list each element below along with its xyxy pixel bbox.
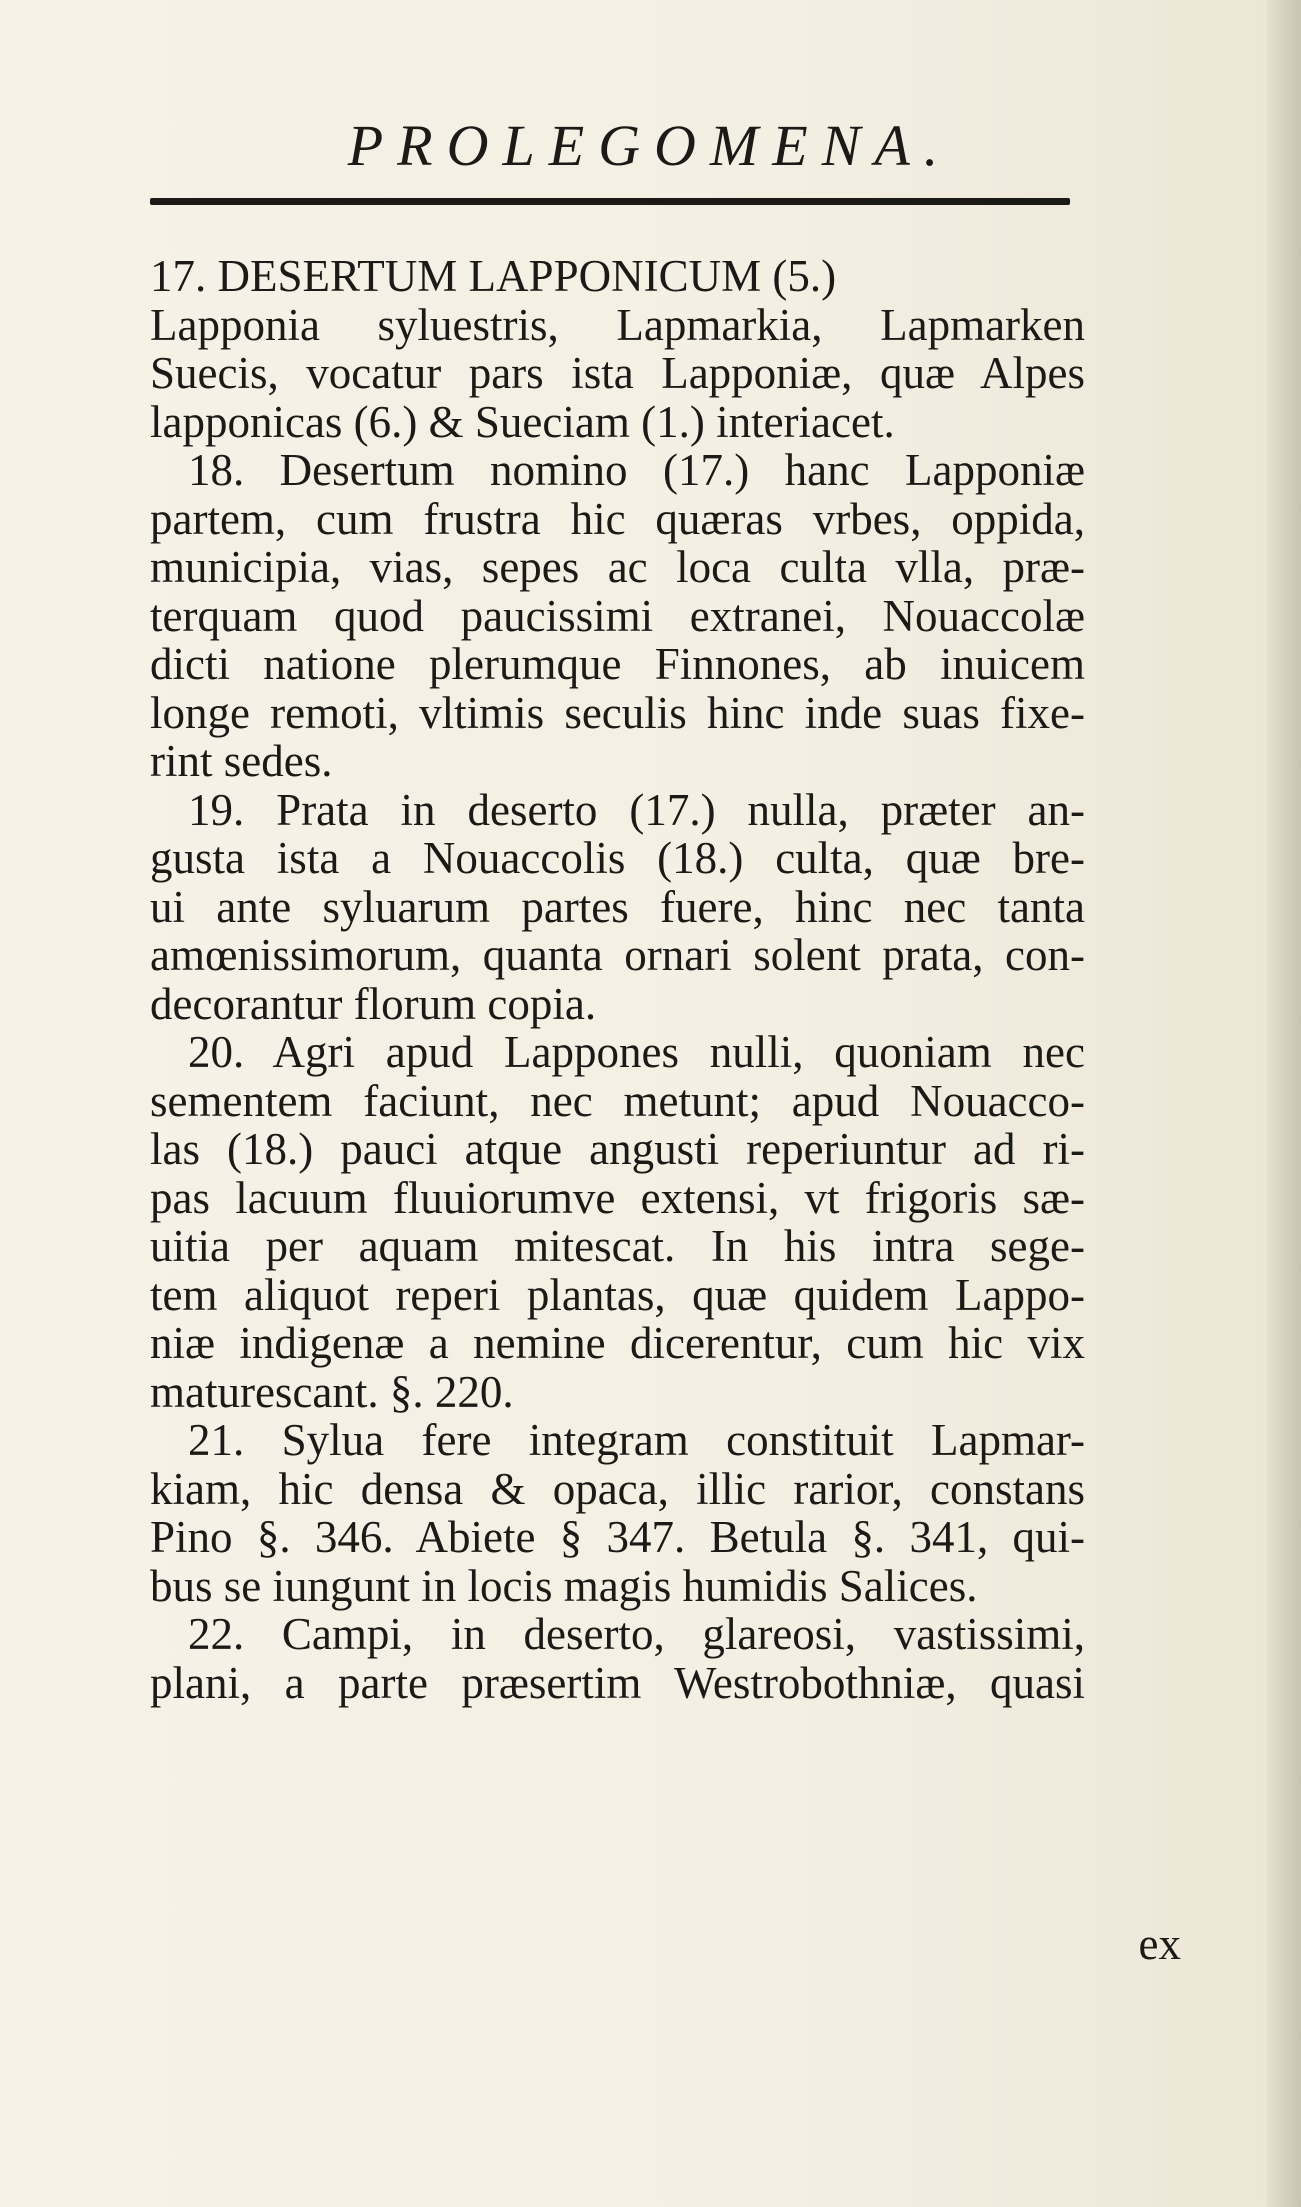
text-line: sementem faciunt, nec metunt; apud Nouacco- (150, 1075, 1085, 1126)
text-line: amœnissimorum, quanta ornari solent prata, con- (150, 930, 1085, 980)
text-line: 18. Desertum nomino (17.) hanc Lapponiæ (188, 445, 1085, 495)
text-line: ui ante syluarum partes fuere, hinc nec tanta (150, 881, 1085, 932)
text-line: 22. Campi, in deserto, glareosi, vastissimi, (188, 1609, 1085, 1659)
catchword: ex (1138, 1919, 1181, 1969)
text-line: las (18.) pauci atque angusti reperiuntur ad ri- (150, 1124, 1085, 1174)
text-line: 19. Prata in deserto (17.) nulla, præter an- (188, 784, 1085, 835)
text-line: terquam quod paucissimi extranei, Nouaccolæ (150, 590, 1085, 641)
text-line: 21. Sylua fere integram constituit Lapmar- (188, 1415, 1085, 1465)
text-line: maturescant. §. 220. (150, 1366, 514, 1417)
text-line: dicti natione plerumque Finnones, ab inuicem (150, 639, 1085, 689)
text-line: 20. Agri apud Lappones nulli, quoniam nec (188, 1027, 1085, 1077)
text-line: municipia, vias, sepes ac loca culta vlla, præ- (150, 542, 1085, 592)
text-line: longe remoti, vltimis seculis hinc inde suas fixe- (150, 687, 1085, 738)
header-rule (150, 198, 1070, 205)
text-line: niæ indigenæ a nemine dicerentur, cum hic vix (150, 1318, 1085, 1368)
body-text (150, 252, 1085, 1707)
text-line: pas lacuum fluuiorumve extensi, vt frigoris sæ- (150, 1172, 1085, 1223)
text-line: bus se iungunt in locis magis humidis Salices. (150, 1560, 978, 1611)
book-spine-shadow (1267, 0, 1301, 2207)
text-line: plani, a parte præsertim Westrobothniæ, quasi (150, 1657, 1085, 1708)
text-line: kiam, hic densa & opaca, illic rarior, constans (150, 1463, 1085, 1514)
text-line: partem, cum frustra hic quæras vrbes, oppida, (150, 493, 1085, 544)
text-line: uitia per aquam mitescat. In his intra sege- (150, 1221, 1085, 1271)
text-line: 17. DESERTUM LAPPONICUM (5.) (150, 251, 837, 301)
text-line: rint sedes. (150, 736, 333, 786)
text-line: Lapponia syluestris, Lapmarkia, Lapmarken (150, 299, 1085, 350)
running-header: PROLEGOMENA. (347, 113, 953, 178)
text-line: Suecis, vocatur pars ista Lapponiæ, quæ Alpes (150, 348, 1085, 398)
text-line: Pino §. 346. Abiete § 347. Betula §. 341, qui- (150, 1512, 1085, 1562)
text-line: tem aliquot reperi plantas, quæ quidem Lappo- (150, 1269, 1085, 1320)
text-line: lapponicas (6.) & Sueciam (1.) interiacet. (150, 396, 895, 447)
text-line: decorantur florum copia. (150, 978, 597, 1029)
text-line: gusta ista a Nouaccolis (18.) culta, quæ bre- (150, 833, 1085, 883)
